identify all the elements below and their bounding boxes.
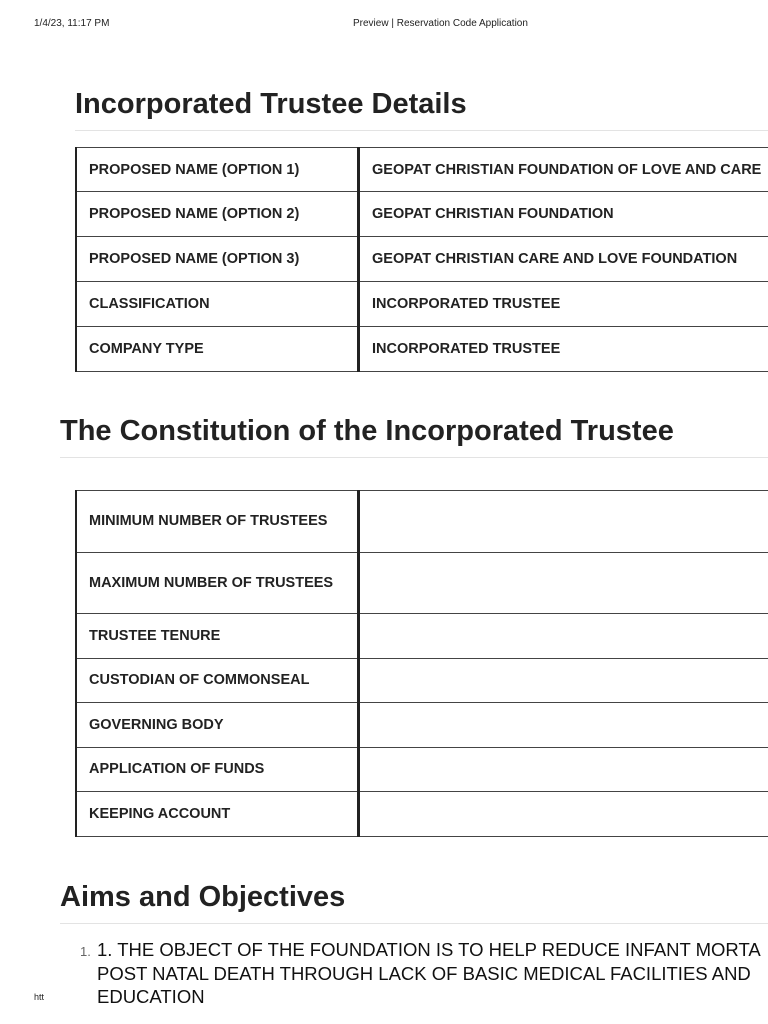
row-label: MAXIMUM NUMBER OF TRUSTEES: [76, 552, 359, 614]
list-item-line: 1. THE OBJECT OF THE FOUNDATION IS TO HELP REDUCE INFANT MORTA: [97, 939, 761, 960]
print-header: [34, 18, 768, 32]
heading-divider: [75, 130, 768, 131]
trustee-details-heading: Incorporated Trustee Details: [75, 88, 467, 120]
constitution-table: [75, 490, 768, 837]
row-value: [359, 747, 768, 792]
row-value: GEOPAT CHRISTIAN CARE AND LOVE FOUNDATION: [359, 237, 768, 282]
table-row: [76, 192, 768, 237]
row-label: APPLICATION OF FUNDS: [76, 747, 359, 792]
row-label: COMPANY TYPE: [76, 327, 359, 372]
table-row: [76, 658, 768, 703]
row-value: [359, 552, 768, 614]
table-row: [76, 552, 768, 614]
row-value: GEOPAT CHRISTIAN FOUNDATION: [359, 192, 768, 237]
list-item: [80, 938, 768, 1009]
row-value: [359, 614, 768, 659]
print-footer-url: htt: [34, 992, 45, 1002]
print-document-title: Preview | Reservation Code Application: [353, 18, 528, 29]
table-row: [76, 792, 768, 837]
table-row: [76, 614, 768, 659]
table-row: [76, 491, 768, 553]
list-item-number: 1.: [80, 944, 91, 959]
row-label: PROPOSED NAME (OPTION 2): [76, 192, 359, 237]
row-value: [359, 491, 768, 553]
row-label: KEEPING ACCOUNT: [76, 792, 359, 837]
list-item-line: POST NATAL DEATH THROUGH LACK OF BASIC MEDICAL FACILITIES AND: [97, 962, 751, 984]
heading-divider: [60, 457, 768, 458]
table-row: [76, 747, 768, 792]
row-label: MINIMUM NUMBER OF TRUSTEES: [76, 491, 359, 553]
table-row: [76, 327, 768, 372]
row-value: INCORPORATED TRUSTEE: [359, 327, 768, 372]
row-label: PROPOSED NAME (OPTION 1): [76, 148, 359, 192]
heading-divider: [60, 923, 768, 924]
row-value: [359, 703, 768, 748]
row-label: TRUSTEE TENURE: [76, 614, 359, 659]
print-date: 1/4/23, 11:17 PM: [34, 18, 110, 29]
constitution-heading: The Constitution of the Incorporated Trustee: [60, 415, 674, 447]
row-value: GEOPAT CHRISTIAN FOUNDATION OF LOVE AND CARE: [359, 148, 768, 192]
row-value: [359, 658, 768, 703]
row-label: CUSTODIAN OF COMMONSEAL: [76, 658, 359, 703]
row-label: GOVERNING BODY: [76, 703, 359, 748]
row-label: CLASSIFICATION: [76, 282, 359, 327]
row-label: PROPOSED NAME (OPTION 3): [76, 237, 359, 282]
trustee-details-table: [75, 147, 768, 372]
aims-heading: Aims and Objectives: [60, 881, 346, 913]
row-value: [359, 792, 768, 837]
table-row: [76, 703, 768, 748]
table-row: [76, 282, 768, 327]
table-row: [76, 237, 768, 282]
aims-list: [80, 938, 768, 1009]
row-value: INCORPORATED TRUSTEE: [359, 282, 768, 327]
list-item-line: EDUCATION: [97, 986, 205, 1007]
table-row: [76, 148, 768, 192]
